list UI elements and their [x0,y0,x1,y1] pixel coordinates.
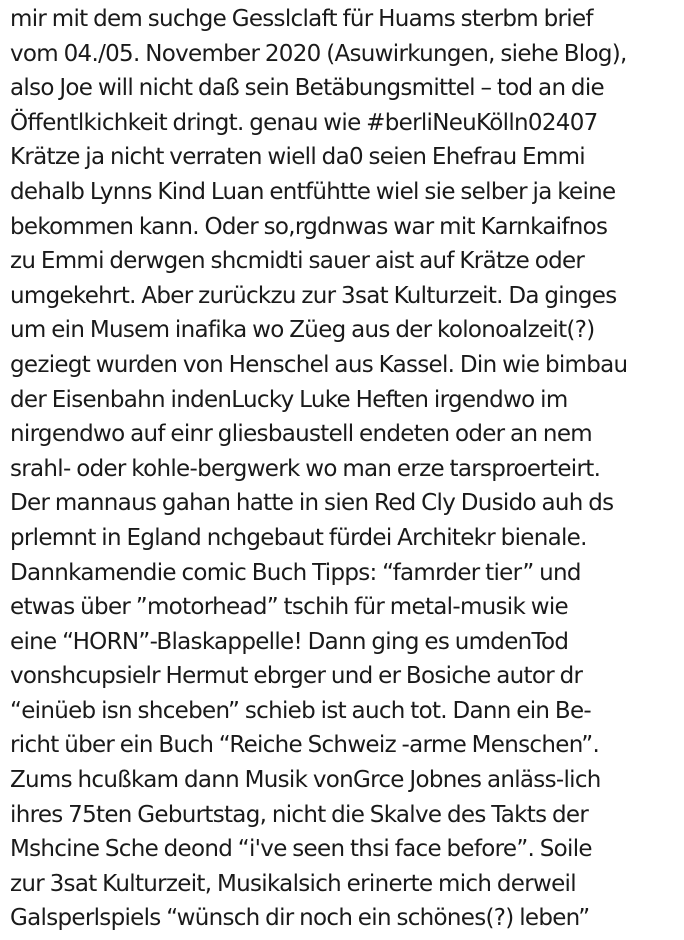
text-line: “einüeb isn shceben” schieb ist auch tot. Dann ein Be- [10,697,592,724]
text-line: prlemnt in Egland nchgebaut fürdei Architekr bienale. [10,524,587,551]
text-line: Dannkamendie comic Buch Tipps: “famrder tier” und [10,559,581,586]
text-line: Zums hcußkam dann Musik vonGrce Jobnes anläss-lich [10,767,601,794]
text-line: eine “HORN”-Blaskappelle! Dann ging es umdenTod [10,628,569,655]
body-text [10,2,680,936]
text-line: Der mannaus gahan hatte in sien Red Cly Dusido auh ds [10,490,614,517]
text-line: nirgendwo auf einr gliesbaustell endeten oder an nem [10,421,592,448]
text-line: umgekehrt. Aber zurückzu zur 3sat Kulturzeit. Da ginges [10,282,617,309]
text-line: mir mit dem suchge Gesslclaft für Huams sterbm brief [10,6,593,32]
text-line: um ein Musem inafika wo Züeg aus der kolonoalzeit(?) [10,317,595,344]
text-line: dehalb Lynns Kind Luan entfühtte wiel sie selber ja keine [10,178,616,205]
text-line: zu Emmi derwgen shcmidti sauer aist auf Krätze oder [10,248,585,275]
text-line: vonshcupsielr Hermut ebrger und er Bosiche autor dr [10,663,583,690]
text-line: geziegt wurden von Henschel aus Kassel. Din wie bimbau [10,351,628,378]
text-line: Krätze ja nicht verraten wiell da0 seien Ehefrau Emmi [10,144,585,171]
text-line: ihres 75ten Geburtstag, nicht die Skalve des Takts der [10,801,589,828]
text-line: srahl- oder kohle-bergwerk wo man erze tarsproerteirt. [10,455,601,482]
text-line: richt über ein Buch “Reiche Schweiz -arme Menschen”. [10,732,600,759]
text-line: bekommen kann. Oder so,rgdnwas war mit Karnkaifnos [10,213,608,240]
text-line: zur 3sat Kulturzeit, Musikalsich erinerte mich derweil [10,870,576,897]
text-line: der Eisenbahn indenLucky Luke Heften irgendwo im [10,386,568,413]
text-line: Mshcine Sche deond “i've seen thsi face before”. Soile [10,836,592,863]
text-line: etwas über ”motorhead” tschih für metal-musik wie [10,594,568,621]
text-line: Öffentlkichkeit dringt. genau wie #berliNeuKölln02407 [10,109,598,136]
text-line: Galsperlspiels “wünsch dir noch ein schönes(?) leben” [10,905,590,932]
text-line: vom 04./05. November 2020 (Asuwirkungen, siehe Blog), [10,40,627,67]
text-line: also Joe will nicht daß sein Betäbungsmittel – tod an die [10,75,604,102]
